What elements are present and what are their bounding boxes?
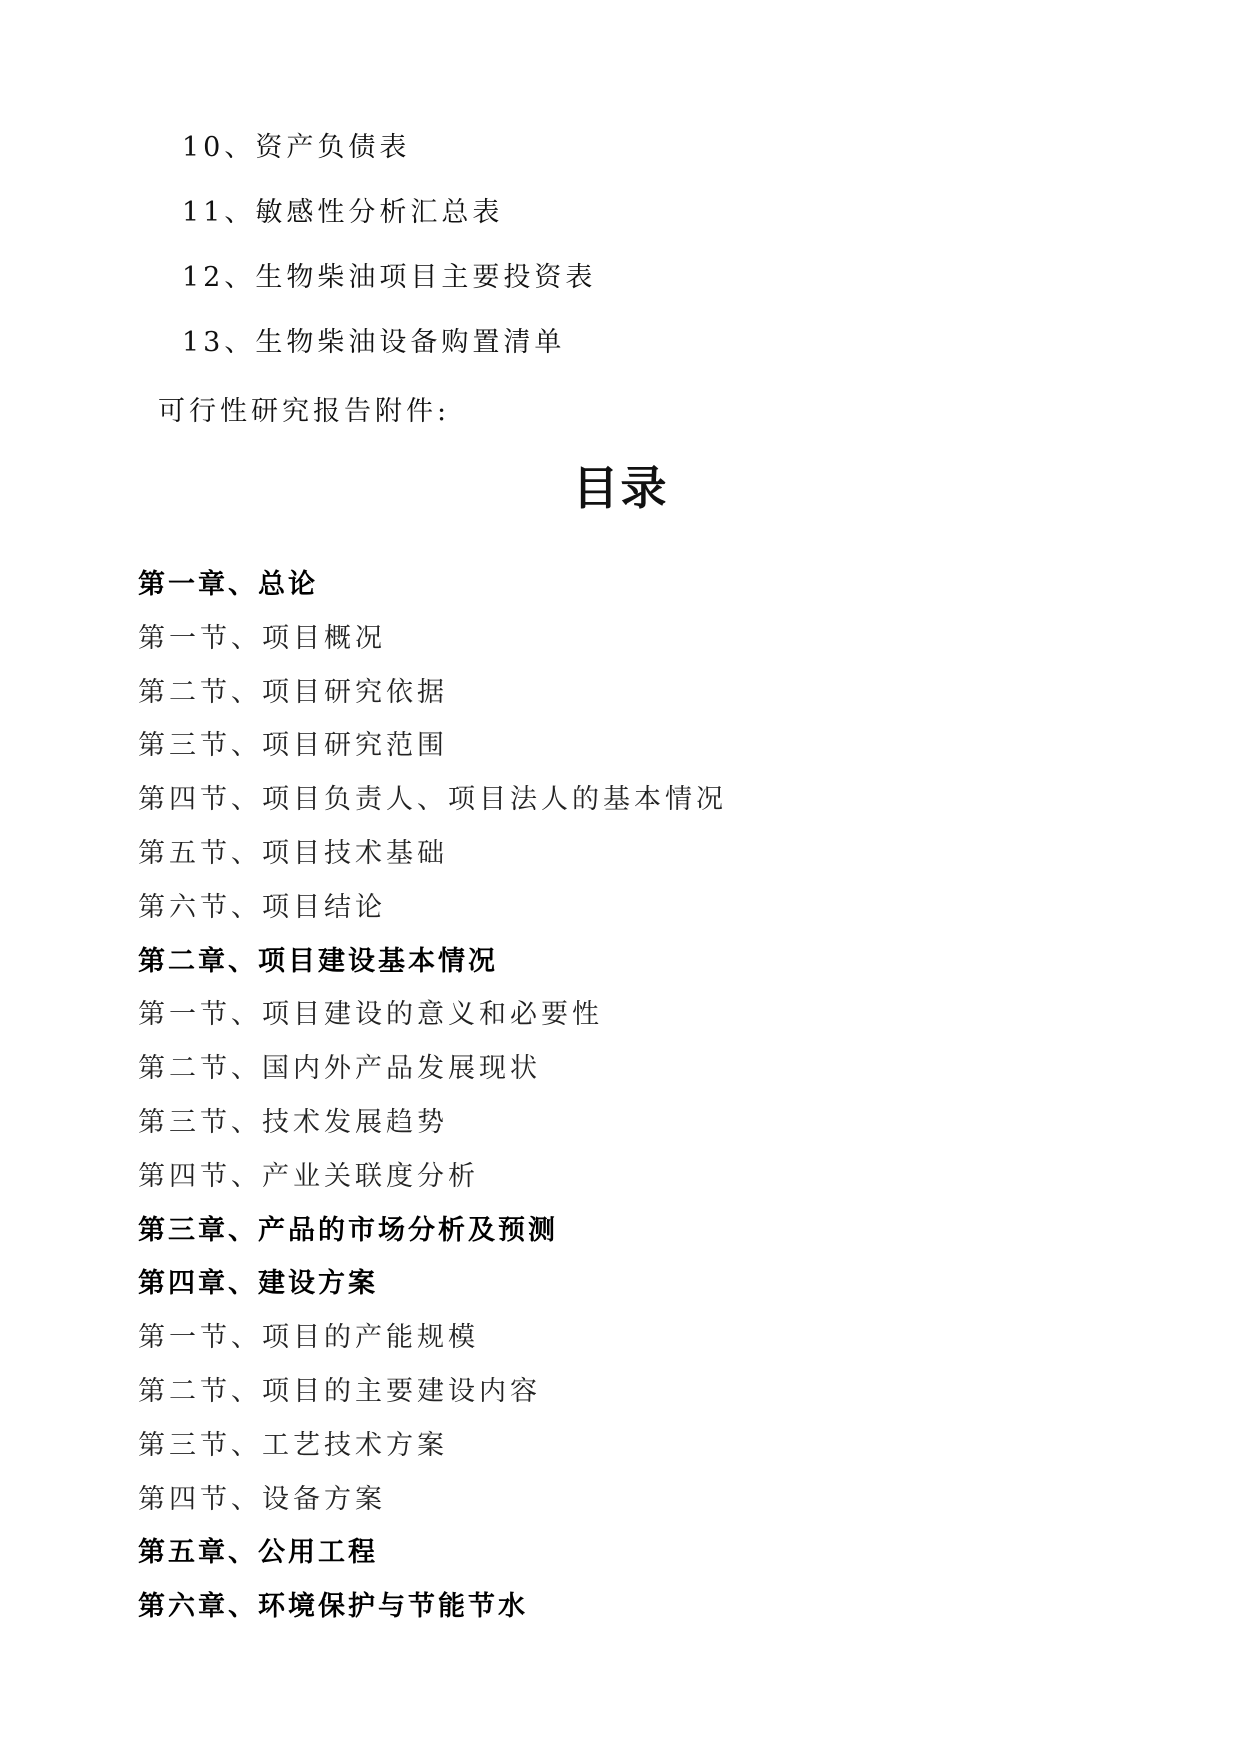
attachments-heading: 可行性研究报告附件: [158,396,451,427]
attachment-item: 13、生物柴油设备购置清单 [182,327,566,358]
toc-chapter: 第四章、建设方案 [138,1268,378,1300]
toc-chapter: 第一章、总论 [138,569,318,600]
toc-section: 第五节、项目技术基础 [138,837,448,869]
toc-chapter: 第五章、公用工程 [138,1537,378,1569]
toc-section: 第一节、项目概况 [138,622,386,654]
toc-section: 第三节、技术发展趋势 [138,1106,448,1138]
toc-title: 目录 [572,461,669,515]
toc-section: 第二节、项目研究依据 [138,676,448,708]
toc-section: 第四节、项目负责人、项目法人的基本情况 [138,784,727,816]
toc-section: 第二节、国内外产品发展现状 [138,1053,541,1085]
toc-chapter: 第三章、产品的市场分析及预测 [138,1214,558,1246]
attachment-list [182,128,596,388]
toc-section: 第一节、项目的产能规模 [138,1322,479,1354]
toc-chapter: 第六章、环境保护与节能节水 [138,1591,528,1623]
toc-section: 第三节、工艺技术方案 [138,1429,448,1461]
toc-section: 第四节、设备方案 [138,1483,386,1515]
toc-section: 第三节、项目研究范围 [138,730,448,762]
attachment-item: 12、生物柴油项目主要投资表 [182,262,597,293]
attachment-item: 10、资产负债表 [182,132,411,163]
toc-chapter: 第二章、项目建设基本情况 [138,945,498,977]
attachment-item: 11、敏感性分析汇总表 [182,197,504,228]
table-of-contents [138,565,727,1641]
toc-section: 第二节、项目的主要建设内容 [138,1375,541,1407]
toc-section: 第四节、产业关联度分析 [138,1160,479,1192]
toc-section: 第六节、项目结论 [138,891,386,923]
toc-section: 第一节、项目建设的意义和必要性 [138,999,603,1031]
